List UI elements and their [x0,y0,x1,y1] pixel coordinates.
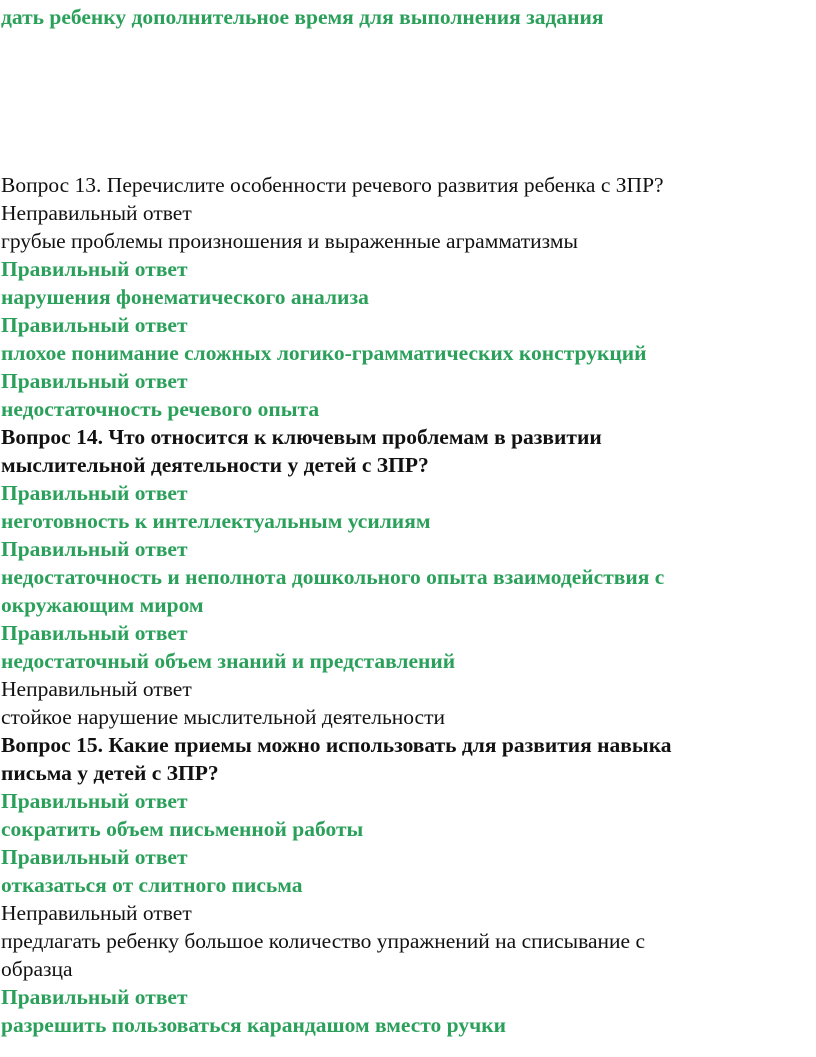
q13-answer-4-text: недостаточность речевого опыта [1,397,320,421]
q13-answer-4-status: Правильный ответ [1,369,188,393]
q13-answer-2-text: нарушения фонематического анализа [1,285,369,309]
q14-answer-3-text: недостаточный объем знаний и представлений [1,649,456,673]
q15-answer-3-text-line1: предлагать ребенку большое количество упражнений на списывание с [1,929,646,953]
q14-answer-2-text-line2: окружающим миром [1,593,204,617]
q14-answer-2-status: Правильный ответ [1,537,188,561]
question-15-title-line2: письма у детей с ЗПР? [1,761,219,785]
question-14-title-line2: мыслительной деятельности у детей с ЗПР? [1,453,429,477]
q14-answer-4-text: стойкое нарушение мыслительной деятельности [1,705,446,729]
q13-answer-1-status: Неправильный ответ [1,201,192,225]
question-14-title-line1: Вопрос 14. Что относится к ключевым проблемам в развитии [1,425,602,449]
question-15-title-line1: Вопрос 15. Какие приемы можно использовать для развития навыка [1,733,672,757]
q15-answer-2-status: Правильный ответ [1,845,188,869]
q14-answer-2-text-line1: недостаточность и неполнота дошкольного опыта взаимодействия с [1,565,665,589]
q13-answer-1-text: грубые проблемы произношения и выраженные аграмматизмы [1,229,578,253]
q14-answer-3-status: Правильный ответ [1,621,188,645]
q14-answer-1-text: неготовность к интеллектуальным усилиям [1,509,431,533]
q13-answer-2-status: Правильный ответ [1,257,188,281]
q15-answer-4-text: разрешить пользоваться карандашом вместо ручки [1,1013,506,1037]
q15-answer-1-text: сократить объем письменной работы [1,817,364,841]
q14-answer-1-status: Правильный ответ [1,481,188,505]
q14-answer-4-status: Неправильный ответ [1,677,192,701]
previous-answer-text: дать ребенку дополнительное время для выполнения задания [1,5,604,29]
question-13-title: Вопрос 13. Перечислите особенности речевого развития ребенка с ЗПР? [1,173,664,197]
q15-answer-4-status: Правильный ответ [1,985,188,1009]
q15-answer-2-text: отказаться от слитного письма [1,873,303,897]
q15-answer-1-status: Правильный ответ [1,789,188,813]
q13-answer-3-text: плохое понимание сложных логико-грамматических конструкций [1,341,647,365]
q15-answer-3-status: Неправильный ответ [1,901,192,925]
q13-answer-3-status: Правильный ответ [1,313,188,337]
q15-answer-3-text-line2: образца [1,957,73,981]
